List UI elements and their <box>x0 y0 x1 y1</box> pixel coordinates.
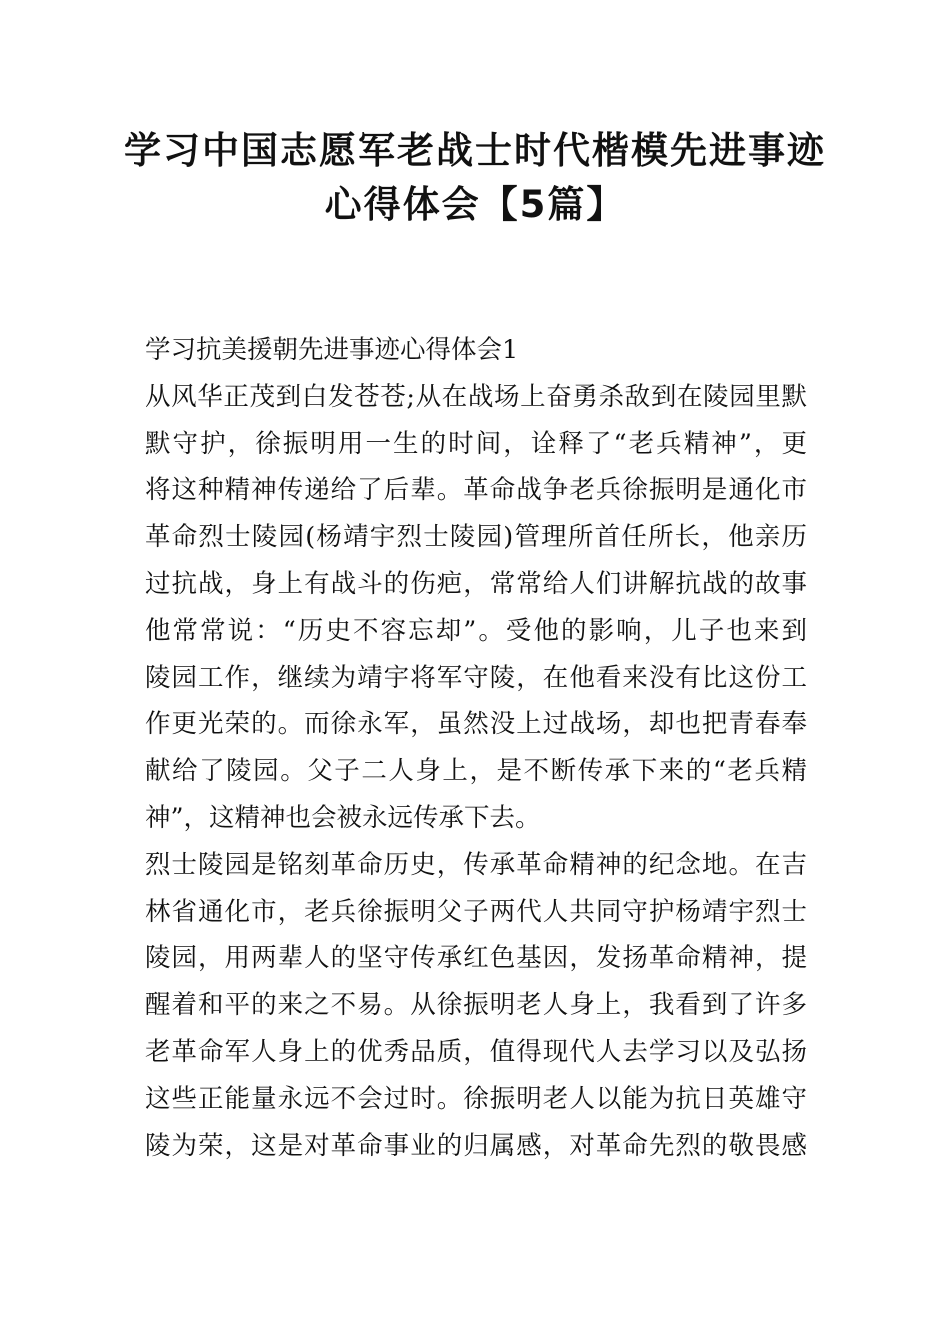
paragraph-2 <box>145 842 807 1170</box>
paragraph-line: 革命烈士陵园(杨靖宇烈士陵园)管理所首任所长，他亲历 <box>145 522 807 553</box>
paragraph-line: 将这种精神传递给了后辈。革命战争老兵徐振明是通化市 <box>145 475 807 506</box>
paragraph-line: 他常常说：“历史不容忘却”。受他的影响，儿子也来到 <box>145 615 807 646</box>
paragraph-line: 烈士陵园是铭刻革命历史，传承革命精神的纪念地。在吉 <box>145 849 807 880</box>
document-title <box>120 124 830 232</box>
paragraph-line: 醒着和平的来之不易。从徐振明老人身上，我看到了许多 <box>145 990 807 1021</box>
document-title-line: 心得体会【5篇】 <box>324 183 626 226</box>
paragraph-line: 过抗战，身上有战斗的伤疤，常常给人们讲解抗战的故事 <box>145 568 807 599</box>
document-title-line: 学习中国志愿军老战士时代楷模先进事迹 <box>124 129 826 172</box>
paragraph-1 <box>145 374 807 842</box>
document-body <box>145 327 807 1169</box>
paragraph-line: 作更光荣的。而徐永军，虽然没上过战场，却也把青春奉 <box>145 709 807 740</box>
paragraph-line: 陵园工作，继续为靖宇将军守陵，在他看来没有比这份工 <box>145 662 807 693</box>
paragraph-line: 神”，这精神也会被永远传承下去。 <box>145 802 541 833</box>
paragraph-line: 献给了陵园。父子二人身上，是不断传承下来的“老兵精 <box>145 756 807 787</box>
section-heading: 学习抗美援朝先进事迹心得体会1 <box>145 335 519 365</box>
paragraph-line: 从风华正茂到白发苍苍;从在战场上奋勇杀敌到在陵园里默 <box>145 381 807 412</box>
paragraph-line: 老革命军人身上的优秀品质，值得现代人去学习以及弘扬 <box>145 1036 807 1067</box>
paragraph-line: 默守护，徐振明用一生的时间，诠释了“老兵精神”，更 <box>145 428 807 459</box>
paragraph-line: 这些正能量永远不会过时。徐振明老人以能为抗日英雄守 <box>145 1083 807 1114</box>
paragraph-line: 陵园，用两辈人的坚守传承红色基因，发扬革命精神，提 <box>145 943 807 974</box>
paragraph-line: 林省通化市，老兵徐振明父子两代人共同守护杨靖宇烈士 <box>145 896 807 927</box>
paragraph-line: 陵为荣，这是对革命事业的归属感，对革命先烈的敬畏感 <box>145 1130 807 1161</box>
